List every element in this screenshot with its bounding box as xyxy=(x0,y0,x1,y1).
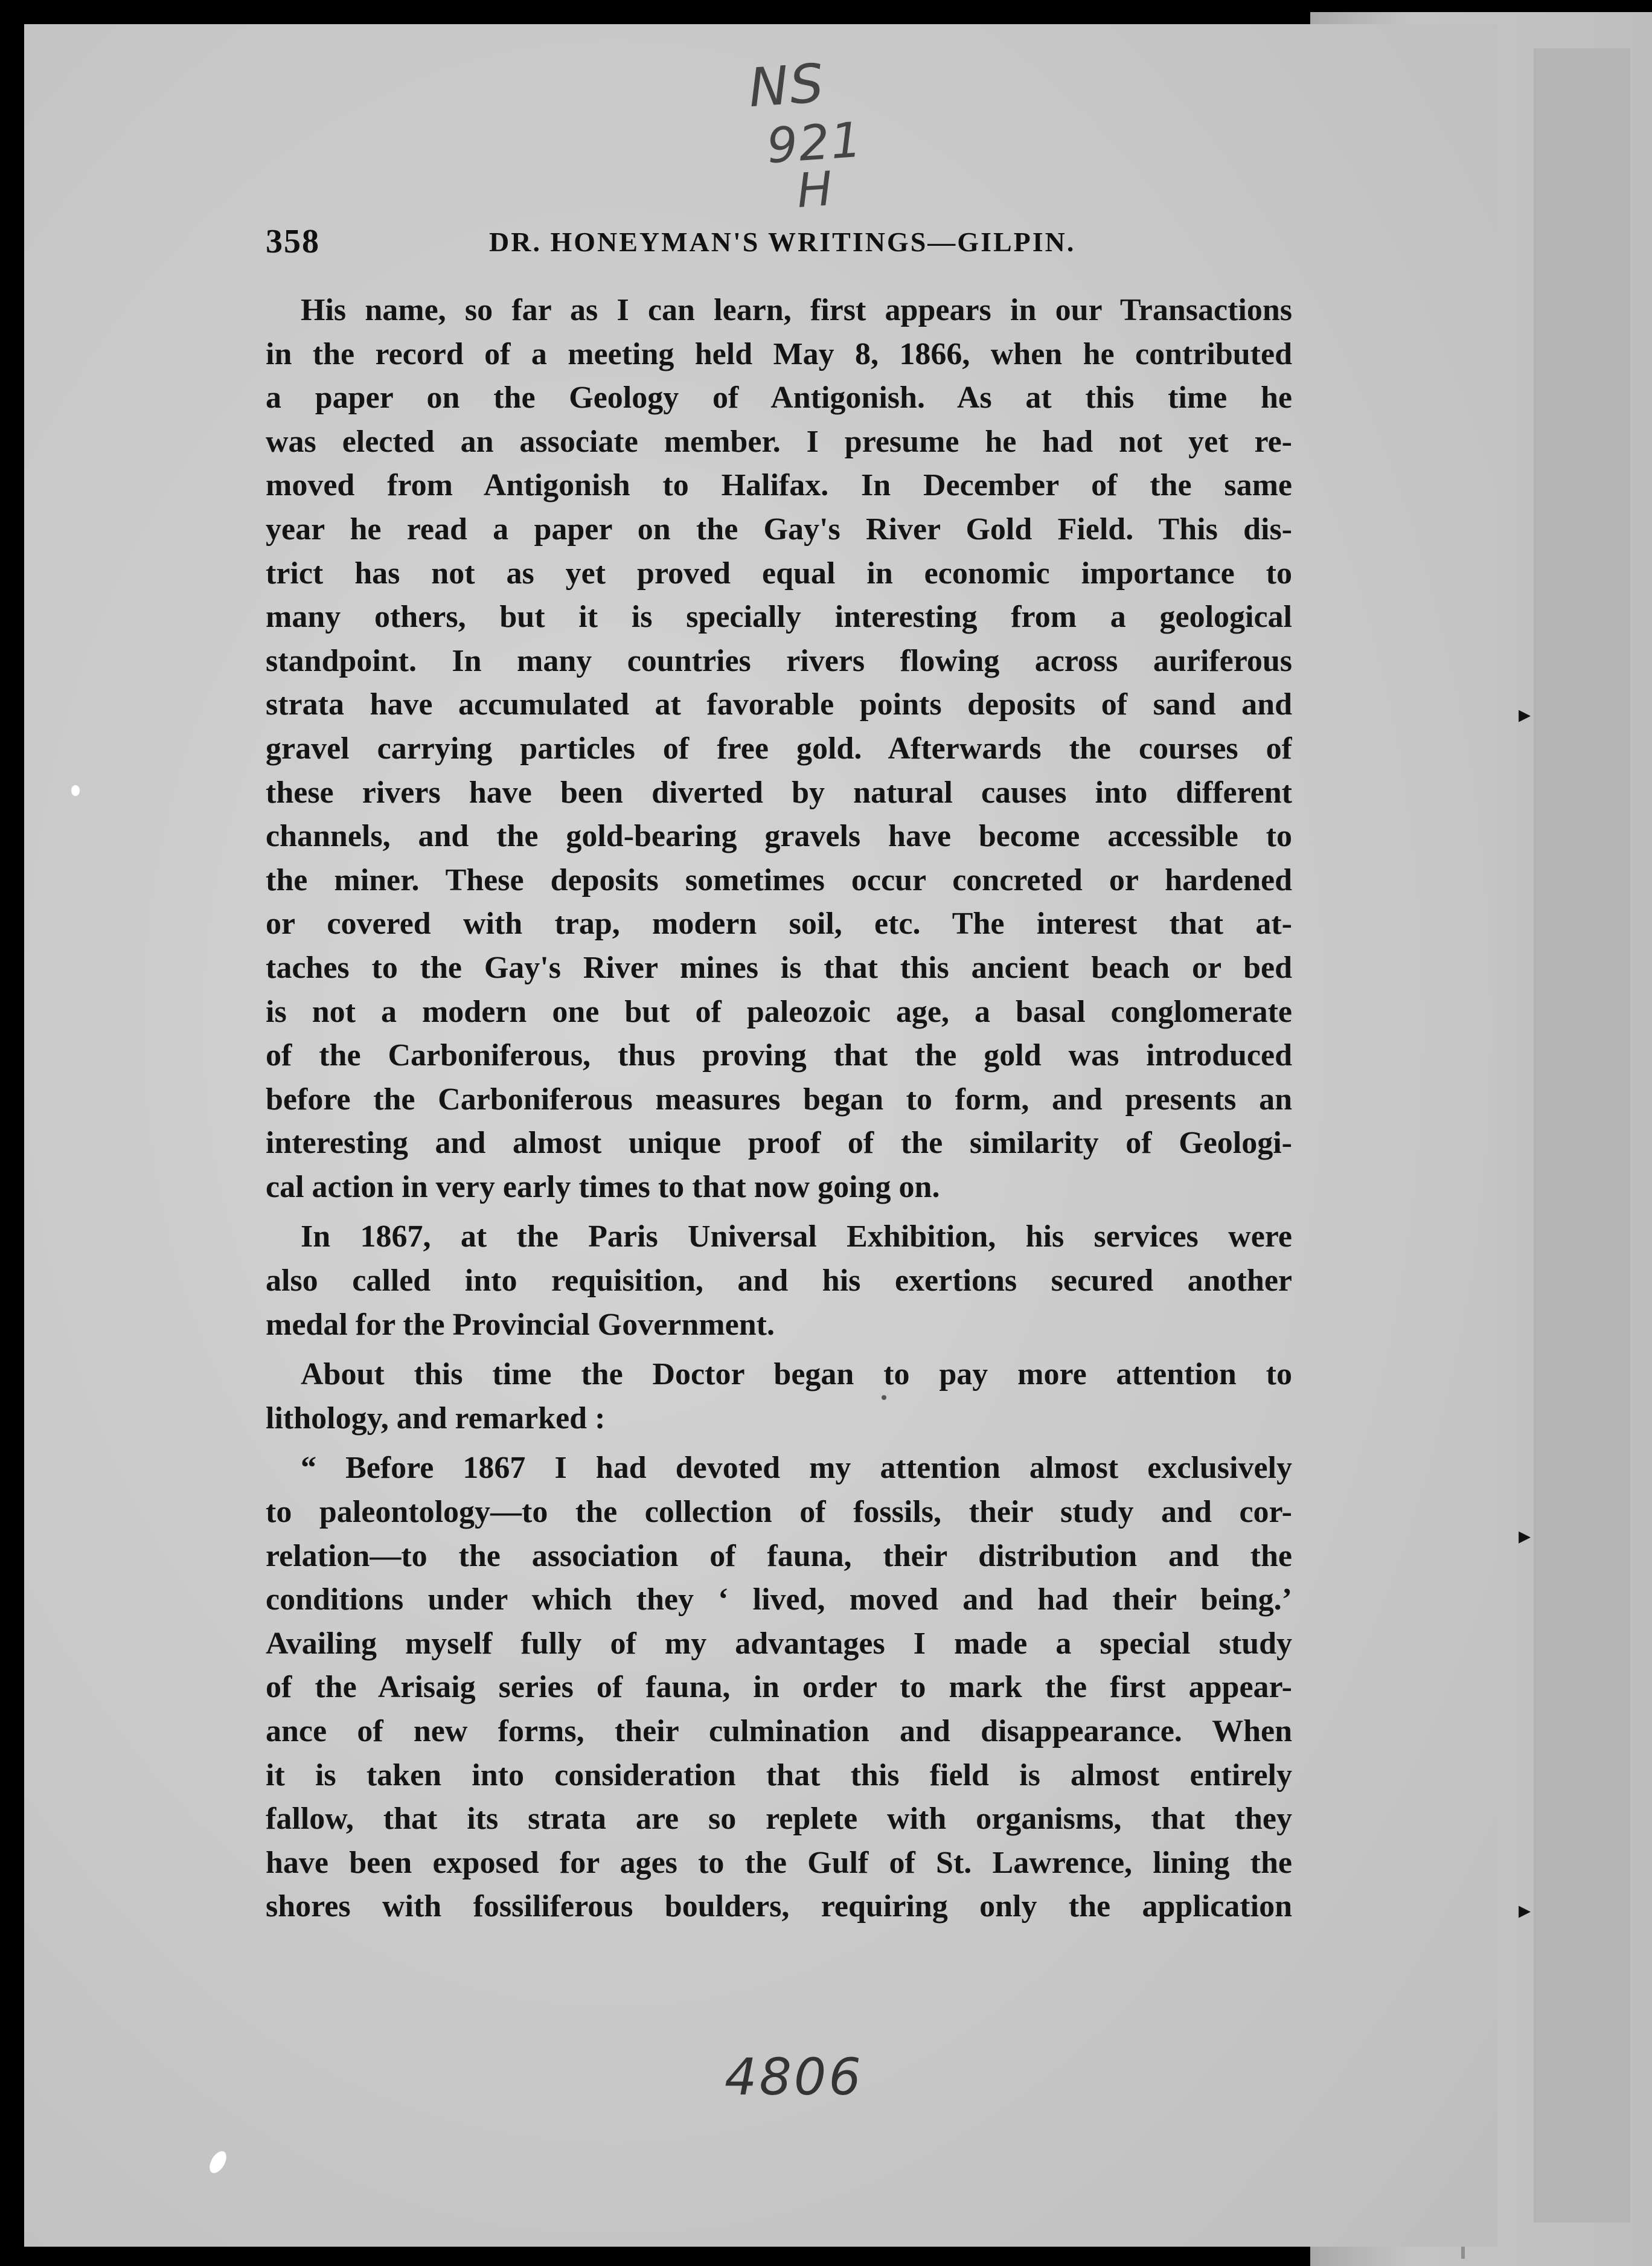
text-line: before the Carboniferous measures began to form, and presents an xyxy=(266,1082,1292,1117)
adjacent-page-arrow-mark: ▸ xyxy=(1519,1896,1531,1924)
text-line: In 1867, at the Paris Universal Exhibition, his services were xyxy=(301,1219,1292,1254)
paragraph-1 xyxy=(266,289,1292,1209)
scan-speck xyxy=(882,1395,886,1400)
text-line: of the Carboniferous, thus proving that the gold was introduced xyxy=(266,1038,1292,1073)
handwritten-catalog-number: 4806 xyxy=(725,2047,863,2107)
text-line: to paleontology—to the collection of fossils, their study and cor- xyxy=(266,1495,1292,1530)
handwritten-shelfmark-line1: NS xyxy=(746,51,827,120)
text-line: these rivers have been diverted by natural causes into different xyxy=(266,775,1292,810)
text-line: or covered with trap, modern soil, etc. The interest that at- xyxy=(266,907,1292,942)
text-line: shores with fossiliferous boulders, requiring only the application xyxy=(266,1889,1292,1924)
paragraph-4-quotation xyxy=(266,1446,1292,1929)
text-line: About this time the Doctor began to pay more attention to xyxy=(301,1357,1292,1392)
text-line: standpoint. In many countries rivers flowing across auriferous xyxy=(266,643,1292,678)
text-line: fallow, that its strata are so replete with organisms, that they xyxy=(266,1802,1292,1837)
adjacent-page-margin xyxy=(1534,48,1630,2223)
text-line: medal for the Provincial Government. xyxy=(266,1307,775,1342)
page-header xyxy=(266,222,1304,271)
text-line: relation—to the association of fauna, their distribution and the xyxy=(266,1538,1292,1573)
adjacent-page-arrow-mark: ▸ xyxy=(1519,701,1531,728)
text-line: trict has not as yet proved equal in economic importance to xyxy=(266,556,1292,591)
text-line: have been exposed for ages to the Gulf of St. Lawrence, lining the xyxy=(266,1845,1292,1880)
text-line: conditions under which they ‘ lived, moved and had their being.’ xyxy=(266,1582,1292,1617)
text-line: Availing myself fully of my advantages I made a special study xyxy=(266,1626,1292,1661)
handwritten-shelfmark-line3: H xyxy=(795,161,836,219)
text-line: interesting and almost unique proof of the similarity of Geologi- xyxy=(266,1126,1292,1161)
text-line: in the record of a meeting held May 8, 1866, when he contributed xyxy=(266,336,1292,371)
text-line: also called into requisition, and his exertions secured another xyxy=(266,1263,1292,1298)
text-line: year he read a paper on the Gay's River Gold Field. This dis- xyxy=(266,512,1292,547)
text-line: a paper on the Geology of Antigonish. As at this time he xyxy=(266,380,1292,416)
scan-border-top xyxy=(0,0,1316,24)
handwritten-shelfmark-line2: 921 xyxy=(764,111,865,175)
scan-speck xyxy=(71,785,80,796)
text-line: cal action in very early times to that now going on. xyxy=(266,1169,940,1204)
page-number: 358 xyxy=(266,223,320,260)
text-line: channels, and the gold-bearing gravels have become accessible to xyxy=(266,819,1292,854)
text-line: taches to the Gay's River mines is that this ancient beach or bed xyxy=(266,950,1292,985)
adjacent-page-arrow-mark: ▸ xyxy=(1519,1522,1531,1550)
text-line: of the Arisaig series of fauna, in order to mark the first appear- xyxy=(266,1670,1292,1705)
text-line: lithology, and remarked : xyxy=(266,1401,606,1436)
text-line: was elected an associate member. I presume he had not yet re- xyxy=(266,424,1292,459)
text-line: many others, but it is specially interesting from a geological xyxy=(266,600,1292,635)
paragraph-2 xyxy=(266,1215,1292,1347)
running-head: DR. HONEYMAN'S WRITINGS—GILPIN. xyxy=(489,226,1076,257)
paragraph-3 xyxy=(266,1353,1292,1440)
text-line: “ Before 1867 I had devoted my attention almost exclusively xyxy=(301,1451,1292,1486)
text-line: moved from Antigonish to Halifax. In December of the same xyxy=(266,468,1292,503)
text-line: gravel carrying particles of free gold. Afterwards the courses of xyxy=(266,731,1292,766)
text-line: the miner. These deposits sometimes occur concreted or hardened xyxy=(266,862,1292,897)
text-line: it is taken into consideration that this field is almost entirely xyxy=(266,1757,1292,1793)
body-text xyxy=(266,289,1292,1935)
text-line: is not a modern one but of paleozoic age, a basal conglomerate xyxy=(266,994,1292,1029)
text-line: His name, so far as I can learn, first appears in our Transactions xyxy=(301,293,1292,327)
text-line: ance of new forms, their culmination and disappearance. When xyxy=(266,1714,1292,1748)
text-line: strata have accumulated at favorable points deposits of sand and xyxy=(266,687,1292,722)
